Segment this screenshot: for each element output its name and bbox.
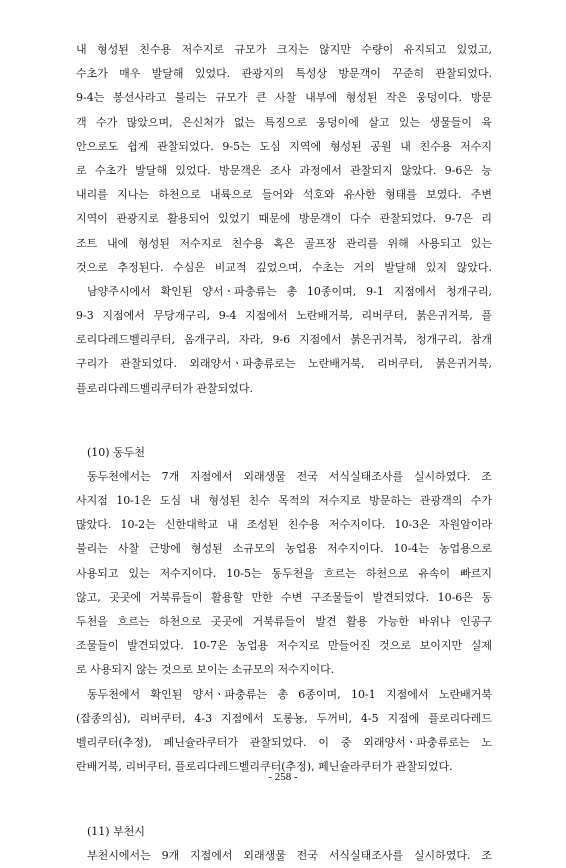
text-line: 9-4는 봉선사라고 불리는 규모가 큰 사찰 내부에 형성된 작은 웅덩이다. 방문 xyxy=(76,91,492,105)
paragraph-dongducheon-sites xyxy=(76,465,492,683)
text-line: 불리는 사찰 근방에 형성된 소규모의 농업용 저수지이다. 10-4는 농업용으로 xyxy=(76,542,492,556)
page-number: - 258 - xyxy=(268,771,298,783)
text-line: (잡종의심), 리버쿠터, 4-3 지점에서 도롱뇽, 두꺼비, 4-5 지점에 플로리다레드 xyxy=(76,711,492,725)
text-line: 지역이 관광지로 활용되어 있었기 때문에 방문객이 다수 관찰되었다. 9-7은 리 xyxy=(76,212,492,226)
text-line: 플로리다레드벨리쿠터가 관찰되었다. xyxy=(76,381,254,395)
section-heading-dongducheon: (10) 동두천 xyxy=(87,445,145,459)
text-line: 로리다레드벨리쿠터, 옴개구리, 자라, 9-6 지점에서 붉은귀거북, 청개구리, 참개 xyxy=(76,333,492,347)
section-gap xyxy=(76,779,492,820)
section-gap xyxy=(76,401,492,441)
section-heading-bucheon: (11) 부천시 xyxy=(87,825,145,839)
document-body xyxy=(76,38,492,868)
text-line: 않고, 곳곳에 거북류들이 활용할 만한 수변 구조물들이 발견되었다. 10-6은 동 xyxy=(76,590,492,604)
text-line: 내리를 지나는 하천으로 내륙으로 들어와 석호와 유사한 형태를 보였다. 주변 xyxy=(76,188,492,202)
text-line: 객 수가 많았으며, 은신처가 없는 특징으로 웅덩이에 살고 있는 생물들이 육 xyxy=(76,115,492,129)
text-line: 9-3 지점에서 무당개구리, 9-4 지점에서 노란배거북, 리버쿠터, 붉은귀거북, 플 xyxy=(76,309,492,323)
text-line: 많았다. 10-2는 신한대학교 내 조성된 친수용 저수지이다. 10-3은 자원암이라 xyxy=(76,518,492,532)
paragraph-bucheon-sites xyxy=(76,844,492,868)
text-line: 조트 내에 형성된 저수지로 친수용 혹은 골프장 관리를 위해 사용되고 있는 xyxy=(76,236,492,250)
text-line: 로 수초가 발달해 있었다. 방문객은 조사 과정에서 관찰되지 않았다. 9-6은 능 xyxy=(76,163,492,177)
text-line: 벨리쿠터(추정), 페닌슐라쿠터가 관찰되었다. 이 중 외래양서ㆍ파충류로는 노 xyxy=(76,735,492,749)
text-line: 안으로도 쉽게 관찰되었다. 9-5는 도심 지역에 형성된 공원 내 친수용 저수지 xyxy=(76,139,492,153)
text-line: 것으로 추정된다. 수심은 비교적 깊었으며, 수초는 거의 발달해 있지 않았다. xyxy=(76,260,492,274)
text-line: 수초가 매우 발달해 있었다. 관광지의 특성상 방문객이 꾸준히 관찰되었다. xyxy=(76,67,492,81)
text-line: 두천을 흐르는 하천으로 곳곳에 거북류들이 발견 활용 가능한 바위나 인공구 xyxy=(76,614,492,628)
text-line: 사용되고 있는 저수지이다. 10-5는 동두천을 흐르는 하천으로 유속이 빠르지 xyxy=(76,566,492,580)
paragraph-dongducheon-species xyxy=(76,683,492,780)
paragraph-namyangju-sites xyxy=(76,38,492,280)
text-line: 남양주시에서 확인된 양서ㆍ파충류는 총 10종이며, 9-1 지점에서 청개구리, xyxy=(87,284,492,298)
text-line: 조물들이 발견되었다. 10-7은 농업용 저수지로 만들어진 것으로 보이지만 실제 xyxy=(76,639,492,653)
text-line: 내 형성된 친수용 저수지로 규모가 크지는 않지만 수량이 유지되고 있었고, xyxy=(76,43,492,56)
text-line: 구리가 관찰되었다. 외래양서ㆍ파충류로는 노란배거북, 리버쿠터, 붉은귀거북, xyxy=(76,357,492,371)
paragraph-namyangju-species xyxy=(76,280,492,401)
text-line: 동두천에서는 7개 지점에서 외래생물 전국 서식실태조사를 실시하였다. 조 xyxy=(87,469,492,483)
text-line: 로 사용되지 않는 것으로 보이는 소규모의 저수지이다. xyxy=(76,663,335,677)
text-line: 부천시에서는 9개 지점에서 외래생물 전국 서식실태조사를 실시하였다. 조 xyxy=(87,849,492,863)
text-line: 사지점 10-1은 도심 내 형성된 친수 목적의 저수지로 방문하는 관광객의 수가 xyxy=(76,494,492,507)
text-line: 동두천에서 확인된 양서ㆍ파충류는 총 6종이며, 10-1 지점에서 노란배거북 xyxy=(87,687,492,701)
text-line: 란배거북, 리버쿠터, 플로리다레드벨리쿠터(추정), 페닌슐라쿠터가 관찰되었다. xyxy=(76,760,453,774)
